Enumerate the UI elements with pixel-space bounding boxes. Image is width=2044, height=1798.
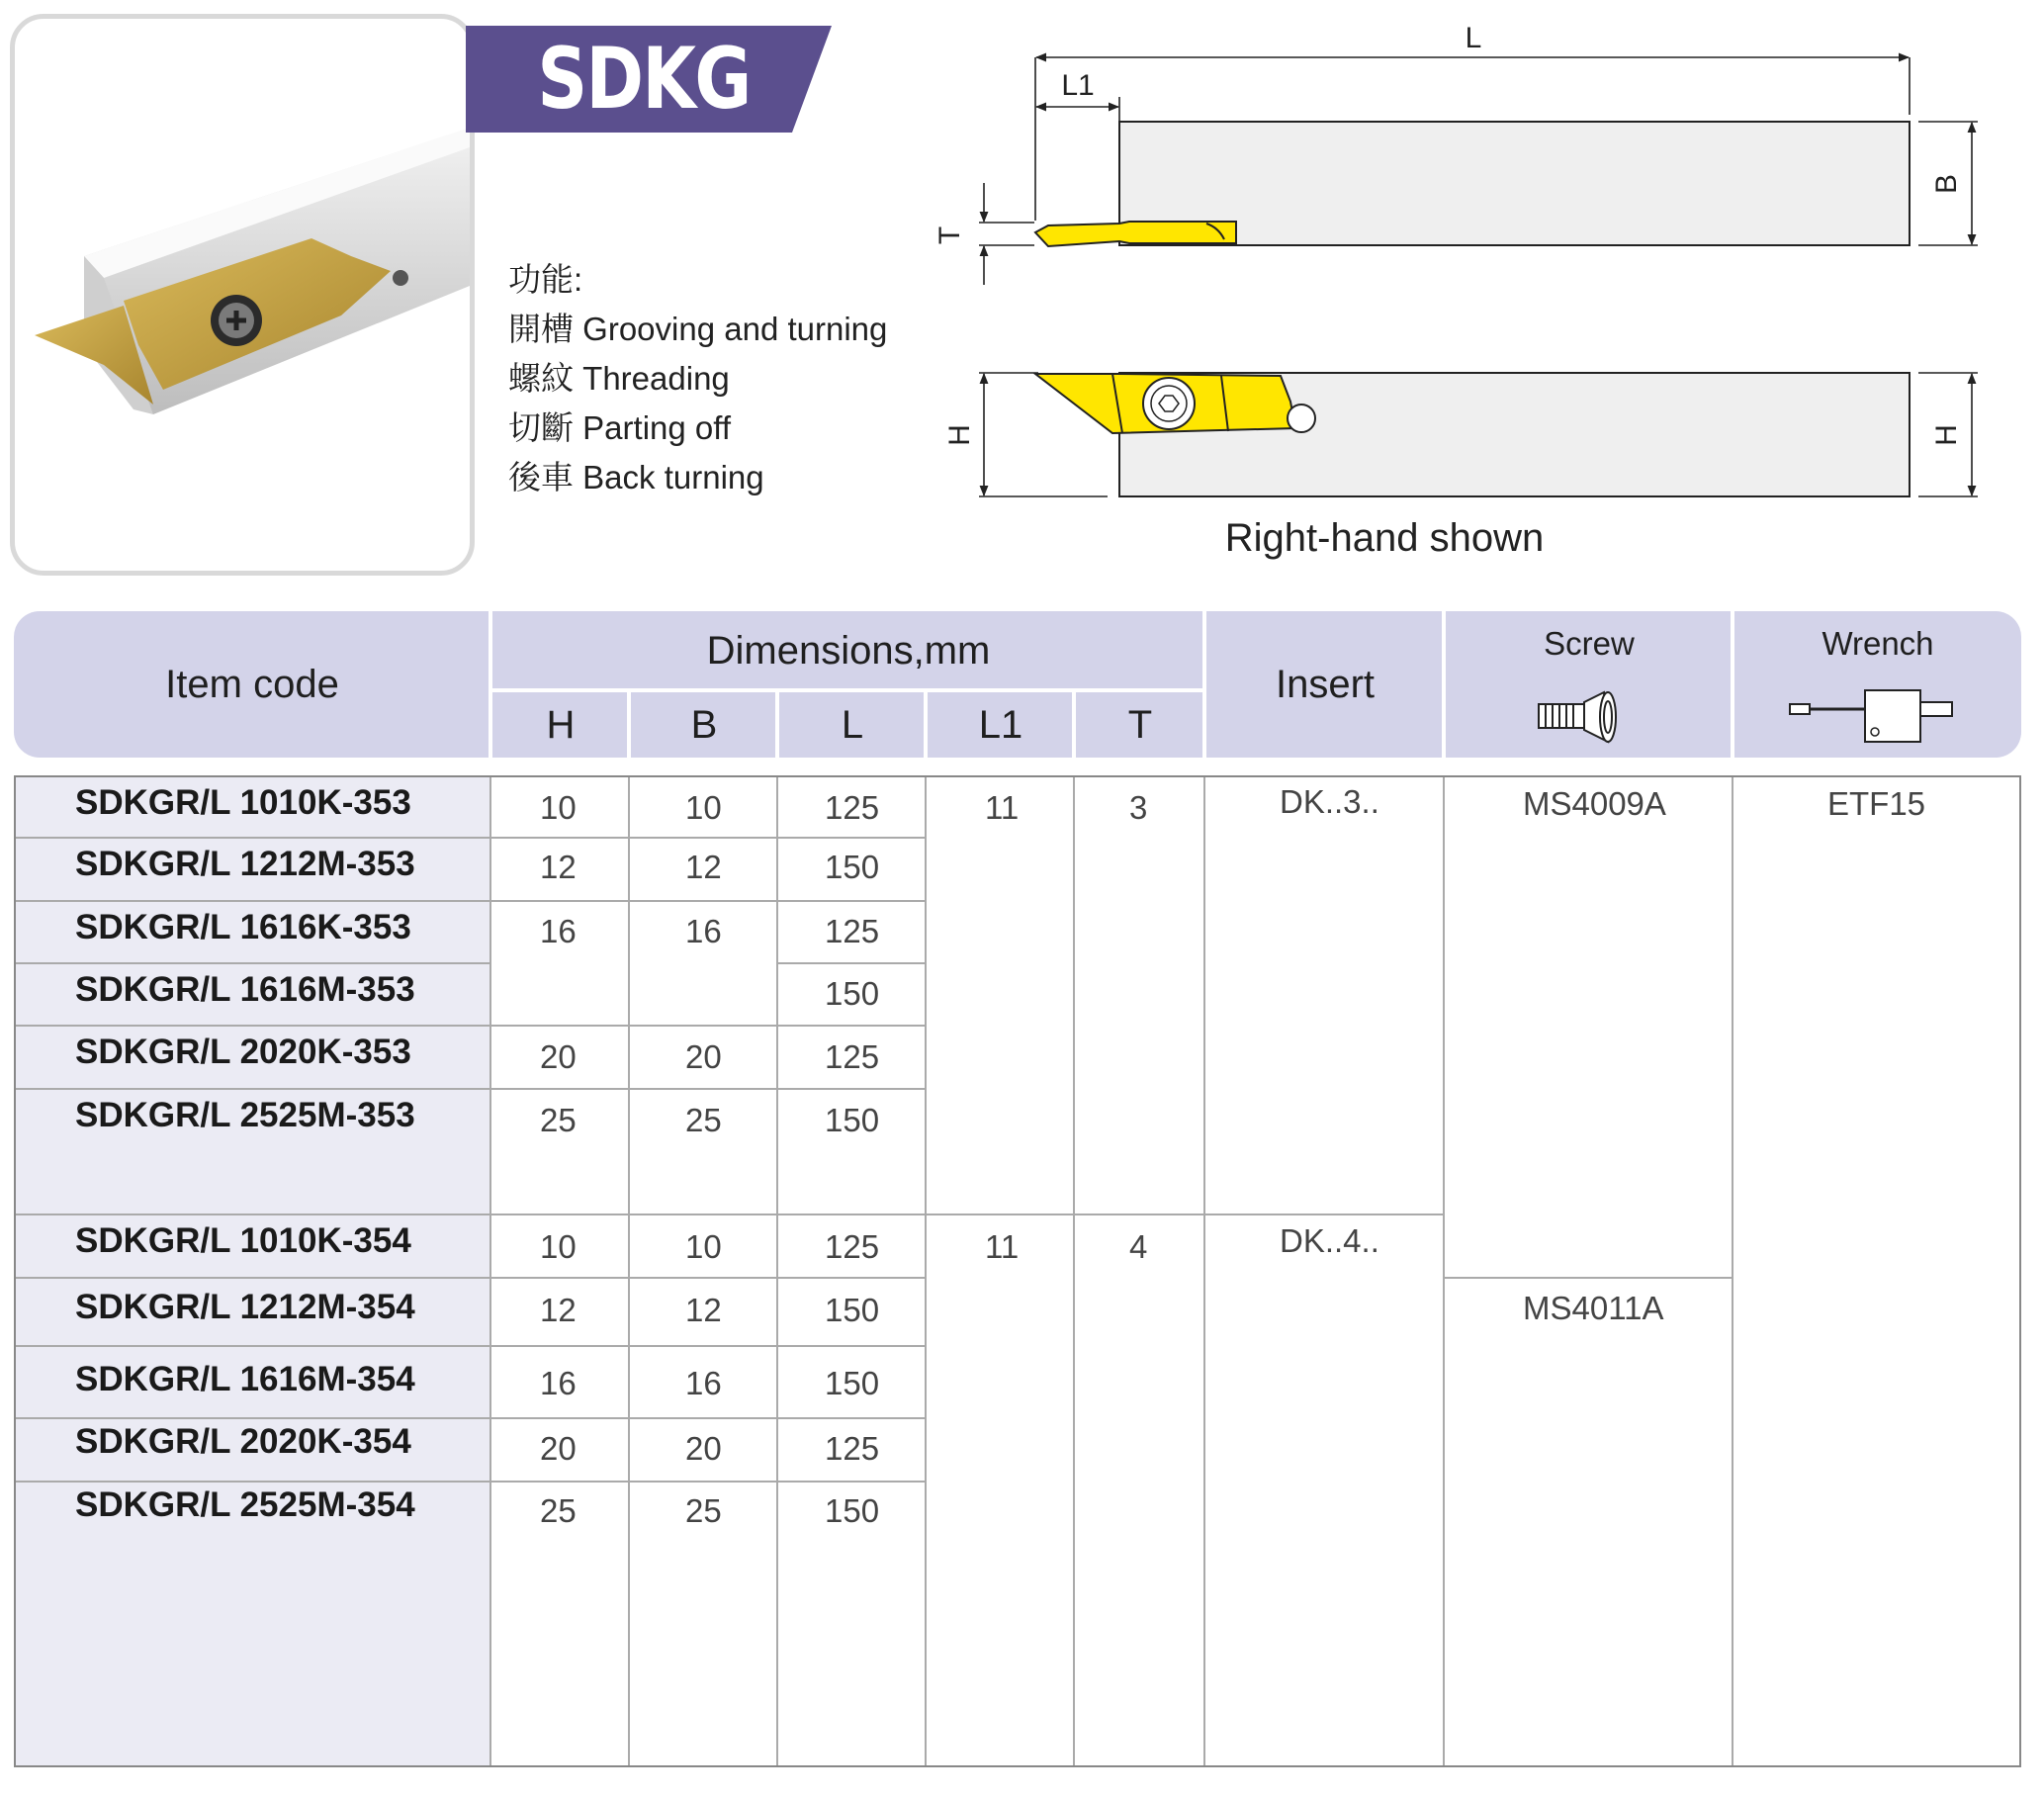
feature-item: 螺紋 Threading [508, 360, 730, 397]
item-code: SDKGR/L 1010K-353 [75, 783, 411, 822]
dim-B: 16 [685, 1365, 722, 1401]
label-B: B [1930, 173, 1963, 195]
dim-L: 125 [825, 789, 880, 826]
dim-H: 10 [540, 789, 577, 826]
dim-H: 12 [540, 1292, 577, 1328]
drawing-caption: Right-hand shown [1224, 516, 1545, 560]
header-dim-B: B [690, 702, 718, 747]
item-code: SDKGR/L 1616M-354 [75, 1360, 415, 1398]
dim-B: 10 [685, 1228, 722, 1265]
header-wrench: Wrench [1822, 625, 1934, 662]
table-body [14, 775, 2021, 1767]
table-header [14, 611, 2021, 758]
dim-L1: 11 [985, 1228, 1020, 1265]
dim-L: 150 [825, 975, 880, 1012]
item-code: SDKGR/L 2525M-354 [75, 1485, 415, 1524]
dim-L: 125 [825, 1430, 880, 1467]
dim-L: 125 [825, 1228, 880, 1265]
header-dimensions: Dimensions,mm [706, 628, 991, 673]
screw-code: MS4011A [1523, 1290, 1664, 1326]
feature-list [508, 255, 887, 502]
dim-L: 125 [825, 1038, 880, 1075]
dim-H: 20 [540, 1038, 577, 1075]
dim-H: 16 [540, 913, 577, 949]
dim-L: 125 [825, 913, 880, 949]
label-L: L [1465, 22, 1482, 54]
header-screw: Screw [1544, 625, 1635, 662]
item-code: SDKGR/L 1616K-353 [75, 908, 411, 946]
tool-holder-photo [15, 19, 470, 571]
dim-B: 20 [685, 1038, 722, 1075]
wrench-code: ETF15 [1827, 785, 1926, 822]
feature-item: 後車 Back turning [508, 459, 764, 495]
dim-B: 25 [685, 1492, 722, 1529]
label-H-left: H [943, 424, 976, 446]
dim-H: 16 [540, 1365, 577, 1401]
item-code: SDKGR/L 1616M-353 [75, 970, 415, 1009]
dim-B: 16 [685, 913, 722, 949]
dim-H: 10 [540, 1228, 577, 1265]
dim-B: 20 [685, 1430, 722, 1467]
item-code: SDKGR/L 2020K-353 [75, 1033, 411, 1071]
feature-heading: 功能: [508, 261, 583, 298]
page-title: SDKG [537, 30, 751, 129]
dim-L: 150 [825, 1492, 880, 1529]
product-photo [10, 14, 475, 576]
header-dim-L: L [841, 702, 864, 747]
dim-L: 150 [825, 849, 880, 885]
insert-code: DK..3.. [1280, 783, 1379, 820]
dim-L1: 11 [985, 789, 1020, 826]
item-code: SDKGR/L 2020K-354 [75, 1422, 411, 1461]
label-H-right: H [1930, 424, 1963, 446]
label-T: T [933, 225, 966, 245]
dim-H: 25 [540, 1492, 577, 1529]
item-code: SDKGR/L 1010K-354 [75, 1221, 411, 1260]
header-item-code: Item code [165, 662, 339, 706]
label-L1: L1 [1061, 69, 1095, 102]
item-code: SDKGR/L 2525M-353 [75, 1096, 415, 1134]
dim-B: 10 [685, 789, 722, 826]
feature-item: 開槽 Grooving and turning [508, 311, 888, 347]
feature-item: 切斷 Parting off [508, 409, 731, 446]
header-insert: Insert [1275, 662, 1376, 706]
dim-T: 4 [1129, 1228, 1148, 1265]
dim-B: 12 [685, 1292, 722, 1328]
screw-code: MS4009A [1523, 785, 1666, 822]
item-code: SDKGR/L 1212M-354 [75, 1288, 415, 1326]
header-dim-T: T [1127, 702, 1153, 747]
header-dim-L1: L1 [978, 702, 1023, 747]
dim-T: 3 [1129, 789, 1148, 826]
item-code: SDKGR/L 1212M-353 [75, 845, 415, 883]
technical-drawing [910, 18, 1998, 572]
dim-L: 150 [825, 1365, 880, 1401]
dim-B: 12 [685, 849, 722, 885]
dim-H: 12 [540, 849, 577, 885]
dim-B: 25 [685, 1102, 722, 1138]
dim-H: 20 [540, 1430, 577, 1467]
dim-L: 150 [825, 1292, 880, 1328]
dim-L: 150 [825, 1102, 880, 1138]
insert-code: DK..4.. [1280, 1222, 1379, 1259]
dim-H: 25 [540, 1102, 577, 1138]
header-dim-H: H [546, 702, 576, 747]
